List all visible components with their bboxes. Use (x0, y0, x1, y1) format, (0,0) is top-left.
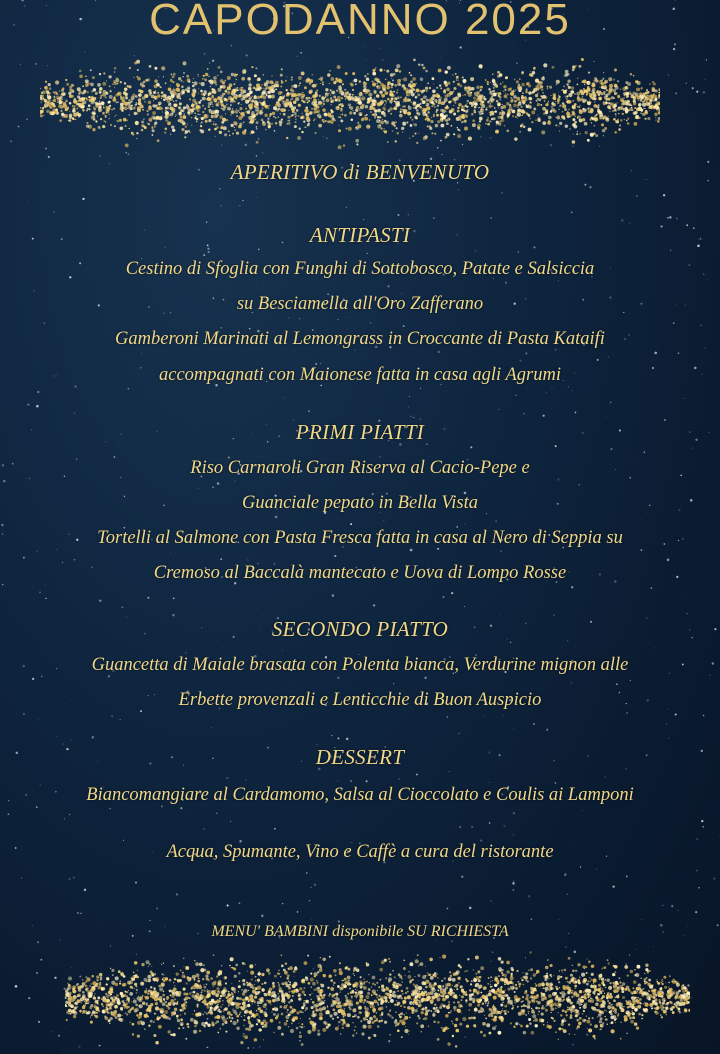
antipasti-line-4: accompagnati con Maionese fatta in casa agli Agrumi (159, 365, 561, 385)
welcome-heading: APERITIVO di BENVENUTO (230, 160, 490, 184)
section-heading-antipasti: ANTIPASTI (309, 223, 411, 247)
kids-menu-note: MENU' BAMBINI disponibile SU RICHIESTA (211, 923, 509, 940)
section-heading-primi: PRIMI PIATTI (295, 420, 425, 444)
drinks-note: Acqua, Spumante, Vino e Caffè a cura del ristorante (166, 842, 554, 862)
primi-line-3: Tortelli al Salmone con Pasta Fresca fatta in casa al Nero di Seppia su (97, 528, 623, 548)
section-heading-secondo: SECONDO PIATTO (271, 617, 449, 641)
secondo-line-2: Erbette provenzali e Lenticchie di Buon Auspicio (178, 690, 542, 710)
primi-line-1: Riso Carnaroli Gran Riserva al Cacio-Pepe e (190, 458, 530, 478)
primi-line-4: Cremoso al Baccalà mantecato e Uova di Lompo Rosse (153, 563, 567, 583)
antipasti-line-1: Cestino di Sfoglia con Funghi di Sottobosco, Patate e Salsiccia (125, 259, 595, 279)
antipasti-line-3: Gamberoni Marinati al Lemongrass in Croccante di Pasta Kataifi (115, 329, 605, 349)
menu-title: CAPODANNO 2025 (149, 0, 571, 44)
secondo-line-1: Guancetta di Maiale brasata con Polenta bianca, Verdurine mignon alle (91, 655, 629, 675)
section-heading-dessert: DESSERT (315, 745, 405, 769)
primi-line-2: Guanciale pepato in Bella Vista (241, 493, 478, 513)
gold-glitter-decoration-bottom (65, 948, 690, 1048)
gold-glitter-decoration-top (40, 55, 660, 150)
dessert-line-1: Biancomangiare al Cardamomo, Salsa al Cioccolato e Coulis ai Lamponi (86, 785, 634, 805)
antipasti-line-2: su Besciamella all'Oro Zafferano (236, 294, 484, 314)
